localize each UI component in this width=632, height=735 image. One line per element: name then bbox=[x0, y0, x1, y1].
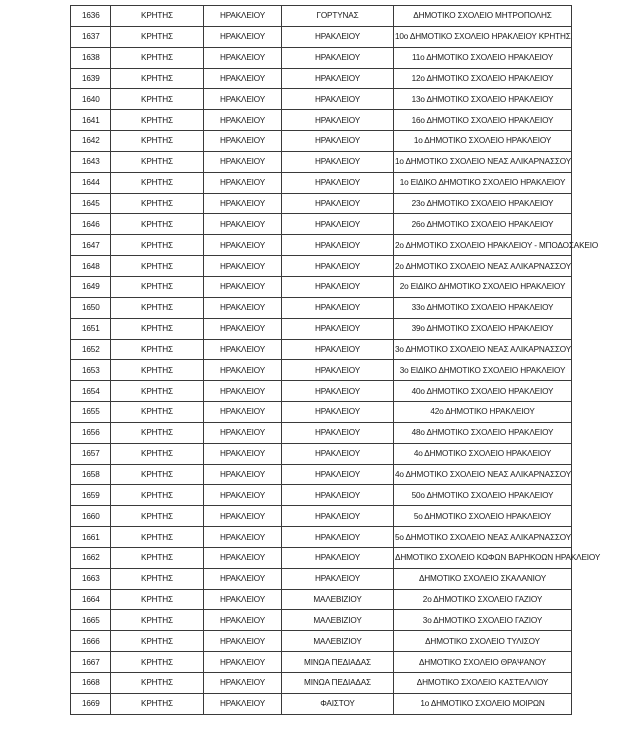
table-row bbox=[71, 151, 572, 172]
region-cell: ΚΡΗΤΗΣ bbox=[111, 443, 204, 464]
school-name-cell: 1ο ΔΗΜΟΤΙΚΟ ΣΧΟΛΕΙΟ ΝΕΑΣ ΑΛΙΚΑΡΝΑΣΣΟΥ bbox=[394, 151, 572, 172]
table-row bbox=[71, 339, 572, 360]
municipality-cell: ΗΡΑΚΛΕΙΟΥ bbox=[282, 318, 394, 339]
row-number: 1644 bbox=[71, 172, 111, 193]
school-name-cell: 4ο ΔΗΜΟΤΙΚΟ ΣΧΟΛΕΙΟ ΝΕΑΣ ΑΛΙΚΑΡΝΑΣΣΟΥ bbox=[394, 464, 572, 485]
row-number: 1664 bbox=[71, 589, 111, 610]
municipality-cell: ΜΑΛΕΒΙΖΙΟΥ bbox=[282, 610, 394, 631]
school-name-cell: 3ο ΕΙΔΙΚΟ ΔΗΜΟΤΙΚΟ ΣΧΟΛΕΙΟ ΗΡΑΚΛΕΙΟΥ bbox=[394, 360, 572, 381]
row-number: 1638 bbox=[71, 47, 111, 68]
prefecture-cell: ΗΡΑΚΛΕΙΟΥ bbox=[204, 131, 282, 152]
municipality-cell: ΗΡΑΚΛΕΙΟΥ bbox=[282, 235, 394, 256]
school-name-cell: 1ο ΔΗΜΟΤΙΚΟ ΣΧΟΛΕΙΟ ΜΟΙΡΩΝ bbox=[394, 693, 572, 714]
municipality-cell: ΗΡΑΚΛΕΙΟΥ bbox=[282, 297, 394, 318]
municipality-cell: ΓΟΡΤΥΝΑΣ bbox=[282, 6, 394, 27]
prefecture-cell: ΗΡΑΚΛΕΙΟΥ bbox=[204, 610, 282, 631]
school-name-cell: 1ο ΕΙΔΙΚΟ ΔΗΜΟΤΙΚΟ ΣΧΟΛΕΙΟ ΗΡΑΚΛΕΙΟΥ bbox=[394, 172, 572, 193]
region-cell: ΚΡΗΤΗΣ bbox=[111, 131, 204, 152]
region-cell: ΚΡΗΤΗΣ bbox=[111, 693, 204, 714]
row-number: 1653 bbox=[71, 360, 111, 381]
prefecture-cell: ΗΡΑΚΛΕΙΟΥ bbox=[204, 631, 282, 652]
municipality-cell: ΗΡΑΚΛΕΙΟΥ bbox=[282, 89, 394, 110]
row-number: 1660 bbox=[71, 506, 111, 527]
school-name-cell: ΔΗΜΟΤΙΚΟ ΣΧΟΛΕΙΟ ΣΚΑΛΑΝΙΟΥ bbox=[394, 568, 572, 589]
municipality-cell: ΦΑΙΣΤΟΥ bbox=[282, 693, 394, 714]
table-row bbox=[71, 6, 572, 27]
row-number: 1642 bbox=[71, 131, 111, 152]
municipality-cell: ΗΡΑΚΛΕΙΟΥ bbox=[282, 547, 394, 568]
table-row bbox=[71, 318, 572, 339]
prefecture-cell: ΗΡΑΚΛΕΙΟΥ bbox=[204, 485, 282, 506]
region-cell: ΚΡΗΤΗΣ bbox=[111, 568, 204, 589]
row-number: 1650 bbox=[71, 297, 111, 318]
row-number: 1668 bbox=[71, 673, 111, 694]
prefecture-cell: ΗΡΑΚΛΕΙΟΥ bbox=[204, 527, 282, 548]
table-row bbox=[71, 652, 572, 673]
school-name-cell: 16ο ΔΗΜΟΤΙΚΟ ΣΧΟΛΕΙΟ ΗΡΑΚΛΕΙΟΥ bbox=[394, 110, 572, 131]
municipality-cell: ΗΡΑΚΛΕΙΟΥ bbox=[282, 131, 394, 152]
region-cell: ΚΡΗΤΗΣ bbox=[111, 360, 204, 381]
row-number: 1637 bbox=[71, 26, 111, 47]
region-cell: ΚΡΗΤΗΣ bbox=[111, 193, 204, 214]
region-cell: ΚΡΗΤΗΣ bbox=[111, 527, 204, 548]
prefecture-cell: ΗΡΑΚΛΕΙΟΥ bbox=[204, 110, 282, 131]
municipality-cell: ΗΡΑΚΛΕΙΟΥ bbox=[282, 26, 394, 47]
row-number: 1656 bbox=[71, 422, 111, 443]
table-row bbox=[71, 443, 572, 464]
row-number: 1662 bbox=[71, 547, 111, 568]
region-cell: ΚΡΗΤΗΣ bbox=[111, 297, 204, 318]
row-number: 1646 bbox=[71, 214, 111, 235]
school-name-cell: 10ο ΔΗΜΟΤΙΚΟ ΣΧΟΛΕΙΟ ΗΡΑΚΛΕΙΟΥ ΚΡΗΤΗΣ bbox=[394, 26, 572, 47]
school-name-cell: 2ο ΔΗΜΟΤΙΚΟ ΣΧΟΛΕΙΟ ΓΑΖΙΟΥ bbox=[394, 589, 572, 610]
table-row bbox=[71, 506, 572, 527]
school-name-cell: 2ο ΔΗΜΟΤΙΚΟ ΣΧΟΛΕΙΟ ΗΡΑΚΛΕΙΟΥ - ΜΠΟΔΟΣΑΚΕΙΟ bbox=[394, 235, 572, 256]
prefecture-cell: ΗΡΑΚΛΕΙΟΥ bbox=[204, 443, 282, 464]
municipality-cell: ΗΡΑΚΛΕΙΟΥ bbox=[282, 214, 394, 235]
prefecture-cell: ΗΡΑΚΛΕΙΟΥ bbox=[204, 47, 282, 68]
school-name-cell: 5ο ΔΗΜΟΤΙΚΟ ΣΧΟΛΕΙΟ ΗΡΑΚΛΕΙΟΥ bbox=[394, 506, 572, 527]
municipality-cell: ΗΡΑΚΛΕΙΟΥ bbox=[282, 527, 394, 548]
municipality-cell: ΗΡΑΚΛΕΙΟΥ bbox=[282, 485, 394, 506]
prefecture-cell: ΗΡΑΚΛΕΙΟΥ bbox=[204, 402, 282, 423]
prefecture-cell: ΗΡΑΚΛΕΙΟΥ bbox=[204, 339, 282, 360]
municipality-cell: ΗΡΑΚΛΕΙΟΥ bbox=[282, 47, 394, 68]
row-number: 1647 bbox=[71, 235, 111, 256]
row-number: 1666 bbox=[71, 631, 111, 652]
school-name-cell: 33ο ΔΗΜΟΤΙΚΟ ΣΧΟΛΕΙΟ ΗΡΑΚΛΕΙΟΥ bbox=[394, 297, 572, 318]
prefecture-cell: ΗΡΑΚΛΕΙΟΥ bbox=[204, 360, 282, 381]
table-row bbox=[71, 297, 572, 318]
municipality-cell: ΜΑΛΕΒΙΖΙΟΥ bbox=[282, 631, 394, 652]
region-cell: ΚΡΗΤΗΣ bbox=[111, 402, 204, 423]
region-cell: ΚΡΗΤΗΣ bbox=[111, 68, 204, 89]
table-row bbox=[71, 568, 572, 589]
municipality-cell: ΗΡΑΚΛΕΙΟΥ bbox=[282, 256, 394, 277]
row-number: 1651 bbox=[71, 318, 111, 339]
table-row bbox=[71, 276, 572, 297]
table-row bbox=[71, 47, 572, 68]
school-name-cell: 48ο ΔΗΜΟΤΙΚΟ ΣΧΟΛΕΙΟ ΗΡΑΚΛΕΙΟΥ bbox=[394, 422, 572, 443]
row-number: 1652 bbox=[71, 339, 111, 360]
prefecture-cell: ΗΡΑΚΛΕΙΟΥ bbox=[204, 89, 282, 110]
region-cell: ΚΡΗΤΗΣ bbox=[111, 89, 204, 110]
school-name-cell: 11ο ΔΗΜΟΤΙΚΟ ΣΧΟΛΕΙΟ ΗΡΑΚΛΕΙΟΥ bbox=[394, 47, 572, 68]
municipality-cell: ΗΡΑΚΛΕΙΟΥ bbox=[282, 506, 394, 527]
table-row bbox=[71, 172, 572, 193]
prefecture-cell: ΗΡΑΚΛΕΙΟΥ bbox=[204, 172, 282, 193]
prefecture-cell: ΗΡΑΚΛΕΙΟΥ bbox=[204, 214, 282, 235]
municipality-cell: ΜΑΛΕΒΙΖΙΟΥ bbox=[282, 589, 394, 610]
school-name-cell: ΔΗΜΟΤΙΚΟ ΣΧΟΛΕΙΟ ΜΗΤΡΟΠΟΛΗΣ bbox=[394, 6, 572, 27]
prefecture-cell: ΗΡΑΚΛΕΙΟΥ bbox=[204, 464, 282, 485]
region-cell: ΚΡΗΤΗΣ bbox=[111, 673, 204, 694]
school-name-cell: 12ο ΔΗΜΟΤΙΚΟ ΣΧΟΛΕΙΟ ΗΡΑΚΛΕΙΟΥ bbox=[394, 68, 572, 89]
region-cell: ΚΡΗΤΗΣ bbox=[111, 276, 204, 297]
table-row bbox=[71, 214, 572, 235]
prefecture-cell: ΗΡΑΚΛΕΙΟΥ bbox=[204, 68, 282, 89]
municipality-cell: ΗΡΑΚΛΕΙΟΥ bbox=[282, 339, 394, 360]
municipality-cell: ΗΡΑΚΛΕΙΟΥ bbox=[282, 568, 394, 589]
region-cell: ΚΡΗΤΗΣ bbox=[111, 485, 204, 506]
row-number: 1641 bbox=[71, 110, 111, 131]
municipality-cell: ΗΡΑΚΛΕΙΟΥ bbox=[282, 110, 394, 131]
table-row bbox=[71, 256, 572, 277]
region-cell: ΚΡΗΤΗΣ bbox=[111, 652, 204, 673]
row-number: 1645 bbox=[71, 193, 111, 214]
prefecture-cell: ΗΡΑΚΛΕΙΟΥ bbox=[204, 422, 282, 443]
region-cell: ΚΡΗΤΗΣ bbox=[111, 110, 204, 131]
municipality-cell: ΜΙΝΩΑ ΠΕΔΙΑΔΑΣ bbox=[282, 673, 394, 694]
school-name-cell: 42ο ΔΗΜΟΤΙΚΟ ΗΡΑΚΛΕΙΟΥ bbox=[394, 402, 572, 423]
region-cell: ΚΡΗΤΗΣ bbox=[111, 151, 204, 172]
table-row bbox=[71, 485, 572, 506]
region-cell: ΚΡΗΤΗΣ bbox=[111, 47, 204, 68]
municipality-cell: ΜΙΝΩΑ ΠΕΔΙΑΔΑΣ bbox=[282, 652, 394, 673]
table-row bbox=[71, 235, 572, 256]
prefecture-cell: ΗΡΑΚΛΕΙΟΥ bbox=[204, 381, 282, 402]
region-cell: ΚΡΗΤΗΣ bbox=[111, 610, 204, 631]
row-number: 1636 bbox=[71, 6, 111, 27]
region-cell: ΚΡΗΤΗΣ bbox=[111, 464, 204, 485]
table-row bbox=[71, 110, 572, 131]
schools-table-body bbox=[71, 6, 601, 715]
municipality-cell: ΗΡΑΚΛΕΙΟΥ bbox=[282, 68, 394, 89]
region-cell: ΚΡΗΤΗΣ bbox=[111, 339, 204, 360]
table-row bbox=[71, 26, 572, 47]
region-cell: ΚΡΗΤΗΣ bbox=[111, 256, 204, 277]
school-name-cell: 4ο ΔΗΜΟΤΙΚΟ ΣΧΟΛΕΙΟ ΗΡΑΚΛΕΙΟΥ bbox=[394, 443, 572, 464]
row-number: 1669 bbox=[71, 693, 111, 714]
prefecture-cell: ΗΡΑΚΛΕΙΟΥ bbox=[204, 276, 282, 297]
row-number: 1649 bbox=[71, 276, 111, 297]
region-cell: ΚΡΗΤΗΣ bbox=[111, 235, 204, 256]
school-name-cell: 3ο ΔΗΜΟΤΙΚΟ ΣΧΟΛΕΙΟ ΓΑΖΙΟΥ bbox=[394, 610, 572, 631]
school-name-cell: 50ο ΔΗΜΟΤΙΚΟ ΣΧΟΛΕΙΟ ΗΡΑΚΛΕΙΟΥ bbox=[394, 485, 572, 506]
schools-table bbox=[70, 5, 601, 715]
region-cell: ΚΡΗΤΗΣ bbox=[111, 631, 204, 652]
school-name-cell: ΔΗΜΟΤΙΚΟ ΣΧΟΛΕΙΟ ΚΩΦΩΝ ΒΑΡΗΚΟΩΝ ΗΡΑΚΛΕΙΟΥ bbox=[394, 547, 572, 568]
row-number: 1640 bbox=[71, 89, 111, 110]
prefecture-cell: ΗΡΑΚΛΕΙΟΥ bbox=[204, 193, 282, 214]
school-name-cell: 40ο ΔΗΜΟΤΙΚΟ ΣΧΟΛΕΙΟ ΗΡΑΚΛΕΙΟΥ bbox=[394, 381, 572, 402]
table-row bbox=[71, 131, 572, 152]
row-number: 1643 bbox=[71, 151, 111, 172]
municipality-cell: ΗΡΑΚΛΕΙΟΥ bbox=[282, 151, 394, 172]
prefecture-cell: ΗΡΑΚΛΕΙΟΥ bbox=[204, 318, 282, 339]
school-name-cell: ΔΗΜΟΤΙΚΟ ΣΧΟΛΕΙΟ ΤΥΛΙΣΟΥ bbox=[394, 631, 572, 652]
prefecture-cell: ΗΡΑΚΛΕΙΟΥ bbox=[204, 693, 282, 714]
table-row bbox=[71, 89, 572, 110]
prefecture-cell: ΗΡΑΚΛΕΙΟΥ bbox=[204, 589, 282, 610]
region-cell: ΚΡΗΤΗΣ bbox=[111, 26, 204, 47]
row-number: 1663 bbox=[71, 568, 111, 589]
school-name-cell: 5ο ΔΗΜΟΤΙΚΟ ΣΧΟΛΕΙΟ ΝΕΑΣ ΑΛΙΚΑΡΝΑΣΣΟΥ bbox=[394, 527, 572, 548]
municipality-cell: ΗΡΑΚΛΕΙΟΥ bbox=[282, 193, 394, 214]
region-cell: ΚΡΗΤΗΣ bbox=[111, 318, 204, 339]
row-number: 1654 bbox=[71, 381, 111, 402]
prefecture-cell: ΗΡΑΚΛΕΙΟΥ bbox=[204, 151, 282, 172]
prefecture-cell: ΗΡΑΚΛΕΙΟΥ bbox=[204, 673, 282, 694]
prefecture-cell: ΗΡΑΚΛΕΙΟΥ bbox=[204, 235, 282, 256]
table-row bbox=[71, 527, 572, 548]
school-name-cell: 3ο ΔΗΜΟΤΙΚΟ ΣΧΟΛΕΙΟ ΝΕΑΣ ΑΛΙΚΑΡΝΑΣΣΟΥ bbox=[394, 339, 572, 360]
table-row bbox=[71, 422, 572, 443]
municipality-cell: ΗΡΑΚΛΕΙΟΥ bbox=[282, 464, 394, 485]
school-name-cell: ΔΗΜΟΤΙΚΟ ΣΧΟΛΕΙΟ ΘΡΑΨΑΝΟΥ bbox=[394, 652, 572, 673]
row-number: 1658 bbox=[71, 464, 111, 485]
municipality-cell: ΗΡΑΚΛΕΙΟΥ bbox=[282, 443, 394, 464]
prefecture-cell: ΗΡΑΚΛΕΙΟΥ bbox=[204, 568, 282, 589]
table-row bbox=[71, 673, 572, 694]
prefecture-cell: ΗΡΑΚΛΕΙΟΥ bbox=[204, 256, 282, 277]
region-cell: ΚΡΗΤΗΣ bbox=[111, 589, 204, 610]
row-number: 1665 bbox=[71, 610, 111, 631]
row-number: 1639 bbox=[71, 68, 111, 89]
prefecture-cell: ΗΡΑΚΛΕΙΟΥ bbox=[204, 26, 282, 47]
prefecture-cell: ΗΡΑΚΛΕΙΟΥ bbox=[204, 506, 282, 527]
table-row bbox=[71, 631, 572, 652]
region-cell: ΚΡΗΤΗΣ bbox=[111, 214, 204, 235]
municipality-cell: ΗΡΑΚΛΕΙΟΥ bbox=[282, 381, 394, 402]
row-number: 1661 bbox=[71, 527, 111, 548]
municipality-cell: ΗΡΑΚΛΕΙΟΥ bbox=[282, 360, 394, 381]
region-cell: ΚΡΗΤΗΣ bbox=[111, 172, 204, 193]
region-cell: ΚΡΗΤΗΣ bbox=[111, 506, 204, 527]
prefecture-cell: ΗΡΑΚΛΕΙΟΥ bbox=[204, 6, 282, 27]
row-number: 1648 bbox=[71, 256, 111, 277]
prefecture-cell: ΗΡΑΚΛΕΙΟΥ bbox=[204, 652, 282, 673]
prefecture-cell: ΗΡΑΚΛΕΙΟΥ bbox=[204, 547, 282, 568]
school-name-cell: 23ο ΔΗΜΟΤΙΚΟ ΣΧΟΛΕΙΟ ΗΡΑΚΛΕΙΟΥ bbox=[394, 193, 572, 214]
table-row bbox=[71, 402, 572, 423]
municipality-cell: ΗΡΑΚΛΕΙΟΥ bbox=[282, 402, 394, 423]
school-name-cell: 26ο ΔΗΜΟΤΙΚΟ ΣΧΟΛΕΙΟ ΗΡΑΚΛΕΙΟΥ bbox=[394, 214, 572, 235]
school-name-cell: ΔΗΜΟΤΙΚΟ ΣΧΟΛΕΙΟ ΚΑΣΤΕΛΛΙΟΥ bbox=[394, 673, 572, 694]
municipality-cell: ΗΡΑΚΛΕΙΟΥ bbox=[282, 422, 394, 443]
school-name-cell: 2ο ΕΙΔΙΚΟ ΔΗΜΟΤΙΚΟ ΣΧΟΛΕΙΟ ΗΡΑΚΛΕΙΟΥ bbox=[394, 276, 572, 297]
school-name-cell: 39ο ΔΗΜΟΤΙΚΟ ΣΧΟΛΕΙΟ ΗΡΑΚΛΕΙΟΥ bbox=[394, 318, 572, 339]
municipality-cell: ΗΡΑΚΛΕΙΟΥ bbox=[282, 276, 394, 297]
table-row bbox=[71, 693, 572, 714]
school-name-cell: 2ο ΔΗΜΟΤΙΚΟ ΣΧΟΛΕΙΟ ΝΕΑΣ ΑΛΙΚΑΡΝΑΣΣΟΥ bbox=[394, 256, 572, 277]
table-row bbox=[71, 610, 572, 631]
table-row bbox=[71, 547, 572, 568]
prefecture-cell: ΗΡΑΚΛΕΙΟΥ bbox=[204, 297, 282, 318]
municipality-cell: ΗΡΑΚΛΕΙΟΥ bbox=[282, 172, 394, 193]
row-number: 1655 bbox=[71, 402, 111, 423]
school-name-cell: 1ο ΔΗΜΟΤΙΚΟ ΣΧΟΛΕΙΟ ΗΡΑΚΛΕΙΟΥ bbox=[394, 131, 572, 152]
region-cell: ΚΡΗΤΗΣ bbox=[111, 381, 204, 402]
region-cell: ΚΡΗΤΗΣ bbox=[111, 6, 204, 27]
table-row bbox=[71, 589, 572, 610]
region-cell: ΚΡΗΤΗΣ bbox=[111, 547, 204, 568]
table-row bbox=[71, 464, 572, 485]
row-number: 1659 bbox=[71, 485, 111, 506]
table-row bbox=[71, 68, 572, 89]
region-cell: ΚΡΗΤΗΣ bbox=[111, 422, 204, 443]
table-row bbox=[71, 360, 572, 381]
table-row bbox=[71, 381, 572, 402]
row-number: 1657 bbox=[71, 443, 111, 464]
table-row bbox=[71, 193, 572, 214]
row-number: 1667 bbox=[71, 652, 111, 673]
school-name-cell: 13ο ΔΗΜΟΤΙΚΟ ΣΧΟΛΕΙΟ ΗΡΑΚΛΕΙΟΥ bbox=[394, 89, 572, 110]
